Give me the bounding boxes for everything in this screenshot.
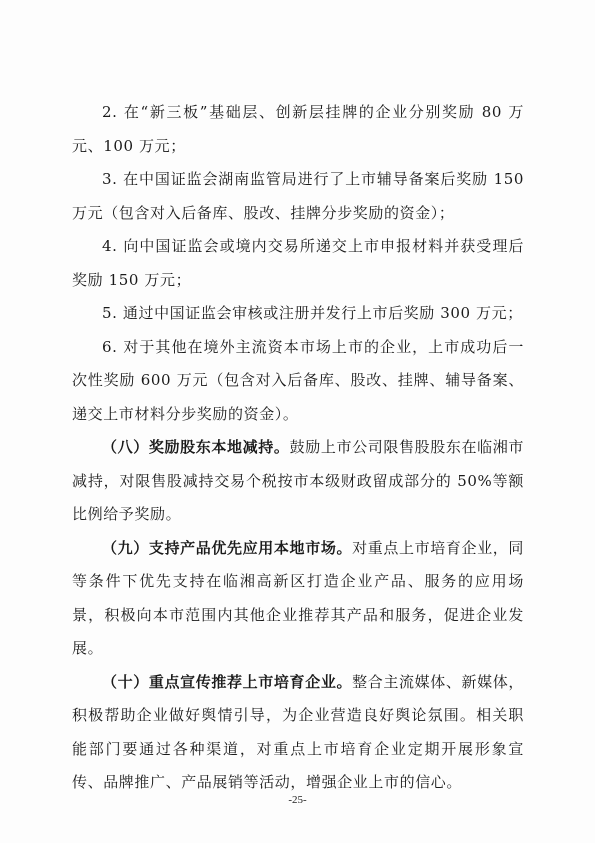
section-heading: （九）支持产品优先应用本地市场。 — [102, 538, 353, 557]
document-body — [72, 96, 524, 800]
paragraph-item-2 — [72, 96, 524, 163]
paragraph-item-6 — [72, 331, 524, 432]
paragraph-text: 整合主流媒体、新媒体，积极帮助企业做好舆情引导，为企业营造良好舆论氛围。相关职能部门要通过各种渠道，对重点上市培育企业定期开展形象宣传、品牌推广、产品展销等活动，增强企业上市的信心。 — [72, 672, 524, 791]
paragraph-text: 4. 向中国证监会或境内交易所递交上市申报材料并获受理后奖励 150 万元； — [72, 237, 524, 289]
paragraph-text: 鼓励上市公司限售股股东在临湘市减持，对限售股减持交易个税按市本级财政留成部分的 50%等额比例给予奖励。 — [72, 438, 524, 523]
paragraph-item-4 — [72, 230, 524, 297]
section-heading: （十）重点宣传推荐上市培育企业。 — [102, 672, 353, 691]
paragraph-section-10 — [72, 666, 524, 800]
paragraph-text: 2. 在“新三板”基础层、创新层挂牌的企业分别奖励 80 万元、100 万元； — [72, 103, 524, 155]
paragraph-text: 6. 对于其他在境外主流资本市场上市的企业，上市成功后一次性奖励 600 万元（包含对入后备库、股改、挂牌、辅导备案、递交上市材料分步奖励的资金）。 — [72, 337, 524, 423]
paragraph-item-3 — [72, 163, 524, 230]
page-number: -25- — [288, 794, 307, 806]
section-heading: （八）奖励股东本地减持。 — [102, 438, 290, 456]
paragraph-section-8 — [72, 431, 524, 532]
paragraph-text: 对重点上市培育企业，同等条件下优先支持在临湘高新区打造企业产品、服务的应用场景，积极向本市范围内其他企业推荐其产品和服务，促进企业发展。 — [72, 538, 524, 657]
paragraph-text: 3. 在中国证监会湖南监管局进行了上市辅导备案后奖励 150 万元（包含对入后备库、股改、挂牌分步奖励的资金）； — [72, 170, 524, 222]
paragraph-section-9 — [72, 532, 524, 666]
paragraph-text: 5. 通过中国证监会审核或注册并发行上市后奖励 300 万元； — [102, 304, 523, 322]
paragraph-item-5 — [72, 297, 524, 331]
